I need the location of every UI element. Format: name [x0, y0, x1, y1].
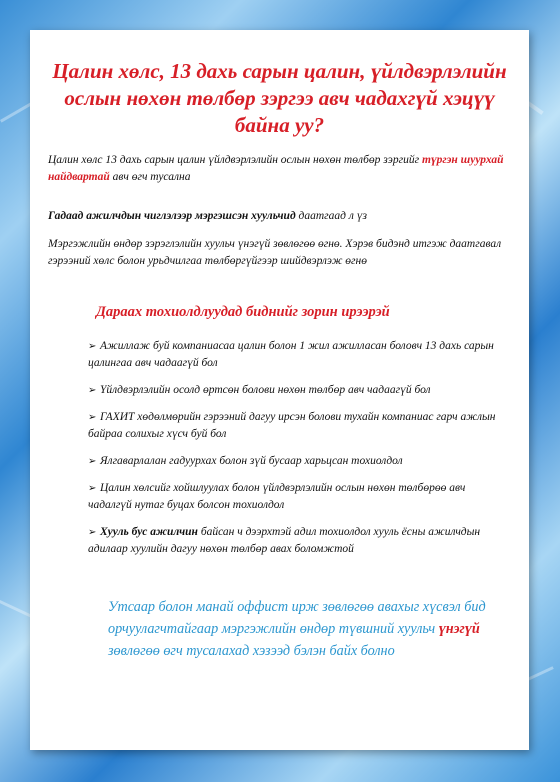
intro-paragraph	[48, 152, 511, 186]
intro-highlight: түргэн шуурхай найдвартай	[48, 154, 504, 183]
cases-list	[88, 338, 507, 568]
arrow-bullet-icon: ➢	[88, 385, 97, 396]
flyer-title: Цалин хөлс, 13 дахь сарын цалин, үйлдвэрлэлийн ослын нөхөн төлбөр зэргээ авч чадахгүй хэцүү байна уу?	[52, 59, 507, 137]
arrow-bullet-icon: ➢	[88, 456, 97, 467]
free-consultation-paragraph: Мэргэжлийн өндөр зэрэглэлийн хуульч үнэгүй зөвлөгөө өгнө. Хэрэв бидэнд итгэж даатгавал гэрээний хөлс болон урьдчилгаа төлбөргүйгээр шийдвэрлэж өгнө	[48, 238, 502, 267]
list-item	[88, 409, 507, 443]
list-item-text: Ажиллаж буй компаниасаа цалин болон 1 жил ажилласан боловч 13 дахь сарын цалингаа авч чадаагүй бол	[88, 340, 494, 369]
list-item-text: ГАХИТ хөдөлмөрийн гэрээний дагуу ирсэн болови тухайн компаниас гарч ажлын байраа солихыг хүсч буй бол	[88, 411, 496, 440]
closing-highlight: үнэгүй	[438, 621, 480, 637]
list-item	[88, 480, 507, 514]
arrow-bullet-icon: ➢	[88, 341, 97, 352]
list-item	[88, 382, 507, 399]
list-item	[88, 524, 507, 558]
intro-text-end: авч өгч тусална	[109, 171, 191, 183]
list-item	[88, 338, 507, 372]
list-item	[88, 453, 507, 470]
cases-heading: Дараах тохиолдлуудад биднийг зорин ирээрэй	[96, 304, 390, 320]
foreign-workers-lawyers: Гадаад ажилчдын чиглэлээр мэргэшсэн хуульчид	[48, 210, 296, 222]
closing-text-end: зөвлөгөө өгч тусалахад хэзээд бэлэн байх болно	[108, 643, 395, 659]
arrow-bullet-icon: ➢	[88, 483, 97, 494]
arrow-bullet-icon: ➢	[88, 527, 97, 538]
foreign-workers-paragraph	[48, 208, 511, 225]
list-item-text: Үйлдвэрлэлийн осолд өртсөн болови нөхөн төлбөр авч чадаагүй бол	[100, 384, 431, 396]
list-item-bold: Хууль бус ажилчин	[100, 526, 198, 538]
list-item-text: Цалин хөлсийг хойшлуулах болон үйлдвэрлэлийн ослын нөхөн төлбөрөө авч чадалгүй нутаг буцах болсон тохиолдол	[88, 482, 466, 511]
foreign-workers-text: даатгаад л үз	[295, 210, 367, 222]
arrow-bullet-icon: ➢	[88, 412, 97, 423]
flyer-page	[30, 30, 529, 750]
closing-text: Утсаар болон манай оффист ирж зөвлөгөө авахыг хүсвэл бид орчуулагчтайгаар мэргэжлийн өндөр түвшний хуульч	[108, 599, 486, 637]
list-item-text: Ялгаварлалан гадуурхах болон зүй бусаар харьцсан тохиолдол	[100, 455, 403, 467]
intro-text: Цалин хөлс 13 дахь сарын цалин үйлдвэрлэлийн ослын нөхөн төлбөр зэргийг	[48, 154, 422, 166]
closing-paragraph	[108, 596, 507, 662]
list-item-text: байсан ч дээрхтэй адил тохиолдол хууль ёсны ажилчдын адилаар хуулийн дагуу нөхөн төлбөр авах боломжтой	[88, 526, 481, 555]
